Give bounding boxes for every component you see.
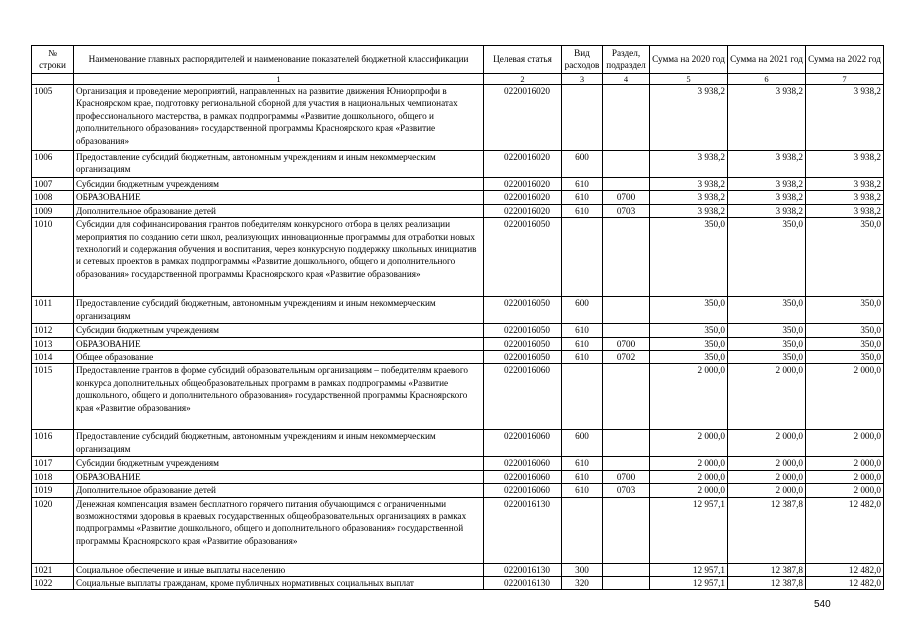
row-expense-type: 610 bbox=[562, 457, 603, 470]
table-row bbox=[32, 430, 884, 457]
row-sum-2021: 12 387,8 bbox=[728, 577, 806, 590]
header-section: Раздел, подраздел bbox=[603, 46, 650, 74]
row-sum-2021: 3 938,2 bbox=[728, 85, 806, 151]
column-number: 2 bbox=[484, 74, 562, 85]
header-name: Наименование главных распорядителей и наименование показателей бюджетной классификации bbox=[74, 46, 484, 74]
row-section: 0700 bbox=[603, 337, 650, 350]
column-number-row bbox=[32, 74, 884, 85]
row-sum-2020: 350,0 bbox=[650, 351, 728, 364]
row-sum-2020: 3 938,2 bbox=[650, 151, 728, 178]
row-number: 1008 bbox=[32, 191, 74, 204]
row-number: 1014 bbox=[32, 351, 74, 364]
row-sum-2022: 3 938,2 bbox=[806, 191, 884, 204]
header-target: Целевая статья bbox=[484, 46, 562, 74]
row-number: 1022 bbox=[32, 577, 74, 590]
table-row bbox=[32, 457, 884, 470]
row-sum-2020: 350,0 bbox=[650, 297, 728, 324]
row-sum-2021: 3 938,2 bbox=[728, 178, 806, 191]
row-name: ОБРАЗОВАНИЕ bbox=[74, 470, 484, 483]
table-row bbox=[32, 484, 884, 497]
row-sum-2020: 3 938,2 bbox=[650, 191, 728, 204]
row-name: Субсидии бюджетным учреждениям bbox=[74, 178, 484, 191]
row-target-code: 0220016060 bbox=[484, 470, 562, 483]
row-number: 1015 bbox=[32, 364, 74, 430]
budget-table bbox=[31, 45, 884, 590]
row-target-code: 0220016020 bbox=[484, 178, 562, 191]
row-sum-2020: 3 938,2 bbox=[650, 178, 728, 191]
table-row bbox=[32, 218, 884, 297]
table-row bbox=[32, 178, 884, 191]
row-sum-2021: 2 000,0 bbox=[728, 484, 806, 497]
table-row bbox=[32, 297, 884, 324]
page-number: 540 bbox=[814, 599, 831, 610]
row-section bbox=[603, 218, 650, 297]
column-number: 6 bbox=[728, 74, 806, 85]
row-expense-type bbox=[562, 85, 603, 151]
table-row bbox=[32, 324, 884, 337]
row-number: 1017 bbox=[32, 457, 74, 470]
row-target-code: 0220016020 bbox=[484, 204, 562, 217]
row-name: Социальное обеспечение и иные выплаты населению bbox=[74, 563, 484, 576]
row-number: 1011 bbox=[32, 297, 74, 324]
row-expense-type: 300 bbox=[562, 563, 603, 576]
row-section: 0703 bbox=[603, 204, 650, 217]
row-sum-2022: 12 482,0 bbox=[806, 497, 884, 563]
row-expense-type: 610 bbox=[562, 351, 603, 364]
row-sum-2021: 2 000,0 bbox=[728, 364, 806, 430]
row-target-code: 0220016020 bbox=[484, 151, 562, 178]
row-name: Предоставление субсидий бюджетным, автономным учреждениям и иным некоммерческим организациям bbox=[74, 430, 484, 457]
row-sum-2022: 12 482,0 bbox=[806, 577, 884, 590]
row-sum-2022: 2 000,0 bbox=[806, 364, 884, 430]
row-target-code: 0220016050 bbox=[484, 337, 562, 350]
row-number: 1009 bbox=[32, 204, 74, 217]
table-body bbox=[32, 85, 884, 590]
row-number: 1010 bbox=[32, 218, 74, 297]
row-sum-2020: 12 957,1 bbox=[650, 577, 728, 590]
row-section bbox=[603, 151, 650, 178]
row-name: Организация и проведение мероприятий, направленных на развитие движения Юниорпрофи в Красноярском крае, подготовку региональной сборной для участия в национальных чемпионатах профессионального мастерства, в рамках подпрограммы «Развитие дошкольного, общего и дополнительного образования» государственной программы Красноярского края «Развитие образования» bbox=[74, 85, 484, 151]
column-number: 5 bbox=[650, 74, 728, 85]
header-row-no: № строки bbox=[32, 46, 74, 74]
column-number: 7 bbox=[806, 74, 884, 85]
row-expense-type: 610 bbox=[562, 337, 603, 350]
row-target-code: 0220016130 bbox=[484, 563, 562, 576]
row-sum-2021: 12 387,8 bbox=[728, 497, 806, 563]
row-name: Дополнительное образование детей bbox=[74, 484, 484, 497]
row-expense-type bbox=[562, 497, 603, 563]
row-sum-2021: 2 000,0 bbox=[728, 470, 806, 483]
row-expense-type bbox=[562, 218, 603, 297]
row-number: 1006 bbox=[32, 151, 74, 178]
row-sum-2021: 350,0 bbox=[728, 337, 806, 350]
row-section bbox=[603, 577, 650, 590]
row-section bbox=[603, 85, 650, 151]
row-sum-2022: 3 938,2 bbox=[806, 151, 884, 178]
table-row bbox=[32, 151, 884, 178]
row-section bbox=[603, 178, 650, 191]
row-sum-2020: 2 000,0 bbox=[650, 430, 728, 457]
row-section bbox=[603, 497, 650, 563]
table-row bbox=[32, 364, 884, 430]
row-name: Субсидии бюджетным учреждениям bbox=[74, 457, 484, 470]
row-target-code: 0220016050 bbox=[484, 351, 562, 364]
row-sum-2022: 350,0 bbox=[806, 297, 884, 324]
row-sum-2022: 350,0 bbox=[806, 324, 884, 337]
row-number: 1020 bbox=[32, 497, 74, 563]
row-sum-2020: 3 938,2 bbox=[650, 85, 728, 151]
row-sum-2020: 2 000,0 bbox=[650, 484, 728, 497]
row-name: Общее образование bbox=[74, 351, 484, 364]
row-sum-2022: 350,0 bbox=[806, 218, 884, 297]
header-sum-2022: Сумма на 2022 год bbox=[806, 46, 884, 74]
table-row bbox=[32, 191, 884, 204]
row-sum-2022: 2 000,0 bbox=[806, 457, 884, 470]
row-sum-2022: 3 938,2 bbox=[806, 178, 884, 191]
row-section bbox=[603, 324, 650, 337]
row-sum-2020: 2 000,0 bbox=[650, 364, 728, 430]
row-sum-2022: 3 938,2 bbox=[806, 85, 884, 151]
row-section bbox=[603, 297, 650, 324]
row-expense-type: 610 bbox=[562, 178, 603, 191]
table-row bbox=[32, 470, 884, 483]
row-sum-2020: 2 000,0 bbox=[650, 457, 728, 470]
row-target-code: 0220016130 bbox=[484, 497, 562, 563]
row-sum-2022: 12 482,0 bbox=[806, 563, 884, 576]
row-sum-2021: 3 938,2 bbox=[728, 151, 806, 178]
row-name: Субсидии бюджетным учреждениям bbox=[74, 324, 484, 337]
row-sum-2022: 350,0 bbox=[806, 351, 884, 364]
table-row bbox=[32, 563, 884, 576]
row-target-code: 0220016060 bbox=[484, 457, 562, 470]
table-row bbox=[32, 497, 884, 563]
row-target-code: 0220016050 bbox=[484, 218, 562, 297]
row-sum-2021: 2 000,0 bbox=[728, 457, 806, 470]
row-name: ОБРАЗОВАНИЕ bbox=[74, 337, 484, 350]
row-sum-2022: 2 000,0 bbox=[806, 430, 884, 457]
row-sum-2021: 12 387,8 bbox=[728, 563, 806, 576]
row-name: Дополнительное образование детей bbox=[74, 204, 484, 217]
header-type: Вид расходов bbox=[562, 46, 603, 74]
row-name: Социальные выплаты гражданам, кроме публичных нормативных социальных выплат bbox=[74, 577, 484, 590]
row-expense-type bbox=[562, 364, 603, 430]
row-number: 1021 bbox=[32, 563, 74, 576]
row-target-code: 0220016130 bbox=[484, 577, 562, 590]
row-sum-2021: 3 938,2 bbox=[728, 204, 806, 217]
row-number: 1005 bbox=[32, 85, 74, 151]
row-expense-type: 610 bbox=[562, 470, 603, 483]
table-row bbox=[32, 85, 884, 151]
row-sum-2022: 2 000,0 bbox=[806, 484, 884, 497]
row-target-code: 0220016050 bbox=[484, 297, 562, 324]
row-sum-2020: 3 938,2 bbox=[650, 204, 728, 217]
row-target-code: 0220016060 bbox=[484, 430, 562, 457]
column-number-blank bbox=[32, 74, 74, 85]
row-name: Денежная компенсация взамен бесплатного горячего питания обучающимся с ограниченными возможностями здоровья в краевых государственных общеобразовательных организациях в рамках подпрограммы «Развитие дошкольного, общего и дополнительного образования» государственной программы Красноярского края «Развитие образования» bbox=[74, 497, 484, 563]
table-row bbox=[32, 577, 884, 590]
row-expense-type: 610 bbox=[562, 191, 603, 204]
row-name: Субсидии для софинансирования грантов победителям конкурсного отбора в целях реализации мероприятия по созданию сети школ, реализующих инновационные программы для отработки новых технологий и содержания обучения и воспитания, через конкурсную поддержку школьных инициатив и сетевых проектов в рамках подпрограммы «Развитие дошкольного, общего и дополнительного образования» государственной программы Красноярского края «Развитие образования» bbox=[74, 218, 484, 297]
row-name: Предоставление субсидий бюджетным, автономным учреждениям и иным некоммерческим организациям bbox=[74, 151, 484, 178]
row-section bbox=[603, 364, 650, 430]
row-section: 0703 bbox=[603, 484, 650, 497]
row-name: Предоставление грантов в форме субсидий образовательным организациям – победителям краевого конкурса дополнительных общеобразовательных программ в рамках подпрограммы «Развитие дошкольного, общего и дополнительного образования» государственной программы Красноярского края «Развитие образования» bbox=[74, 364, 484, 430]
header-row bbox=[32, 46, 884, 74]
row-expense-type: 600 bbox=[562, 151, 603, 178]
row-section: 0700 bbox=[603, 191, 650, 204]
row-sum-2020: 12 957,1 bbox=[650, 497, 728, 563]
row-sum-2022: 2 000,0 bbox=[806, 470, 884, 483]
row-target-code: 0220016020 bbox=[484, 85, 562, 151]
row-section bbox=[603, 430, 650, 457]
row-sum-2022: 3 938,2 bbox=[806, 204, 884, 217]
row-sum-2021: 350,0 bbox=[728, 218, 806, 297]
row-target-code: 0220016060 bbox=[484, 364, 562, 430]
column-number: 1 bbox=[74, 74, 484, 85]
row-expense-type: 320 bbox=[562, 577, 603, 590]
table-row bbox=[32, 351, 884, 364]
row-expense-type: 610 bbox=[562, 324, 603, 337]
row-sum-2022: 350,0 bbox=[806, 337, 884, 350]
row-expense-type: 600 bbox=[562, 430, 603, 457]
header-sum-2020: Сумма на 2020 год bbox=[650, 46, 728, 74]
row-number: 1016 bbox=[32, 430, 74, 457]
row-number: 1012 bbox=[32, 324, 74, 337]
row-number: 1019 bbox=[32, 484, 74, 497]
column-number: 4 bbox=[603, 74, 650, 85]
row-expense-type: 610 bbox=[562, 204, 603, 217]
row-sum-2021: 350,0 bbox=[728, 351, 806, 364]
row-target-code: 0220016050 bbox=[484, 324, 562, 337]
row-sum-2020: 350,0 bbox=[650, 324, 728, 337]
column-number: 3 bbox=[562, 74, 603, 85]
row-name: Предоставление субсидий бюджетным, автономным учреждениям и иным некоммерческим организациям bbox=[74, 297, 484, 324]
row-expense-type: 610 bbox=[562, 484, 603, 497]
table-row bbox=[32, 204, 884, 217]
row-sum-2021: 3 938,2 bbox=[728, 191, 806, 204]
row-expense-type: 600 bbox=[562, 297, 603, 324]
header-sum-2021: Сумма на 2021 год bbox=[728, 46, 806, 74]
row-target-code: 0220016020 bbox=[484, 191, 562, 204]
row-sum-2020: 350,0 bbox=[650, 337, 728, 350]
row-sum-2021: 350,0 bbox=[728, 297, 806, 324]
table-row bbox=[32, 337, 884, 350]
row-section: 0702 bbox=[603, 351, 650, 364]
row-sum-2020: 350,0 bbox=[650, 218, 728, 297]
row-sum-2020: 2 000,0 bbox=[650, 470, 728, 483]
row-section: 0700 bbox=[603, 470, 650, 483]
row-name: ОБРАЗОВАНИЕ bbox=[74, 191, 484, 204]
row-section bbox=[603, 563, 650, 576]
row-sum-2021: 350,0 bbox=[728, 324, 806, 337]
row-sum-2021: 2 000,0 bbox=[728, 430, 806, 457]
row-number: 1007 bbox=[32, 178, 74, 191]
row-number: 1018 bbox=[32, 470, 74, 483]
row-number: 1013 bbox=[32, 337, 74, 350]
row-target-code: 0220016060 bbox=[484, 484, 562, 497]
row-sum-2020: 12 957,1 bbox=[650, 563, 728, 576]
row-section bbox=[603, 457, 650, 470]
